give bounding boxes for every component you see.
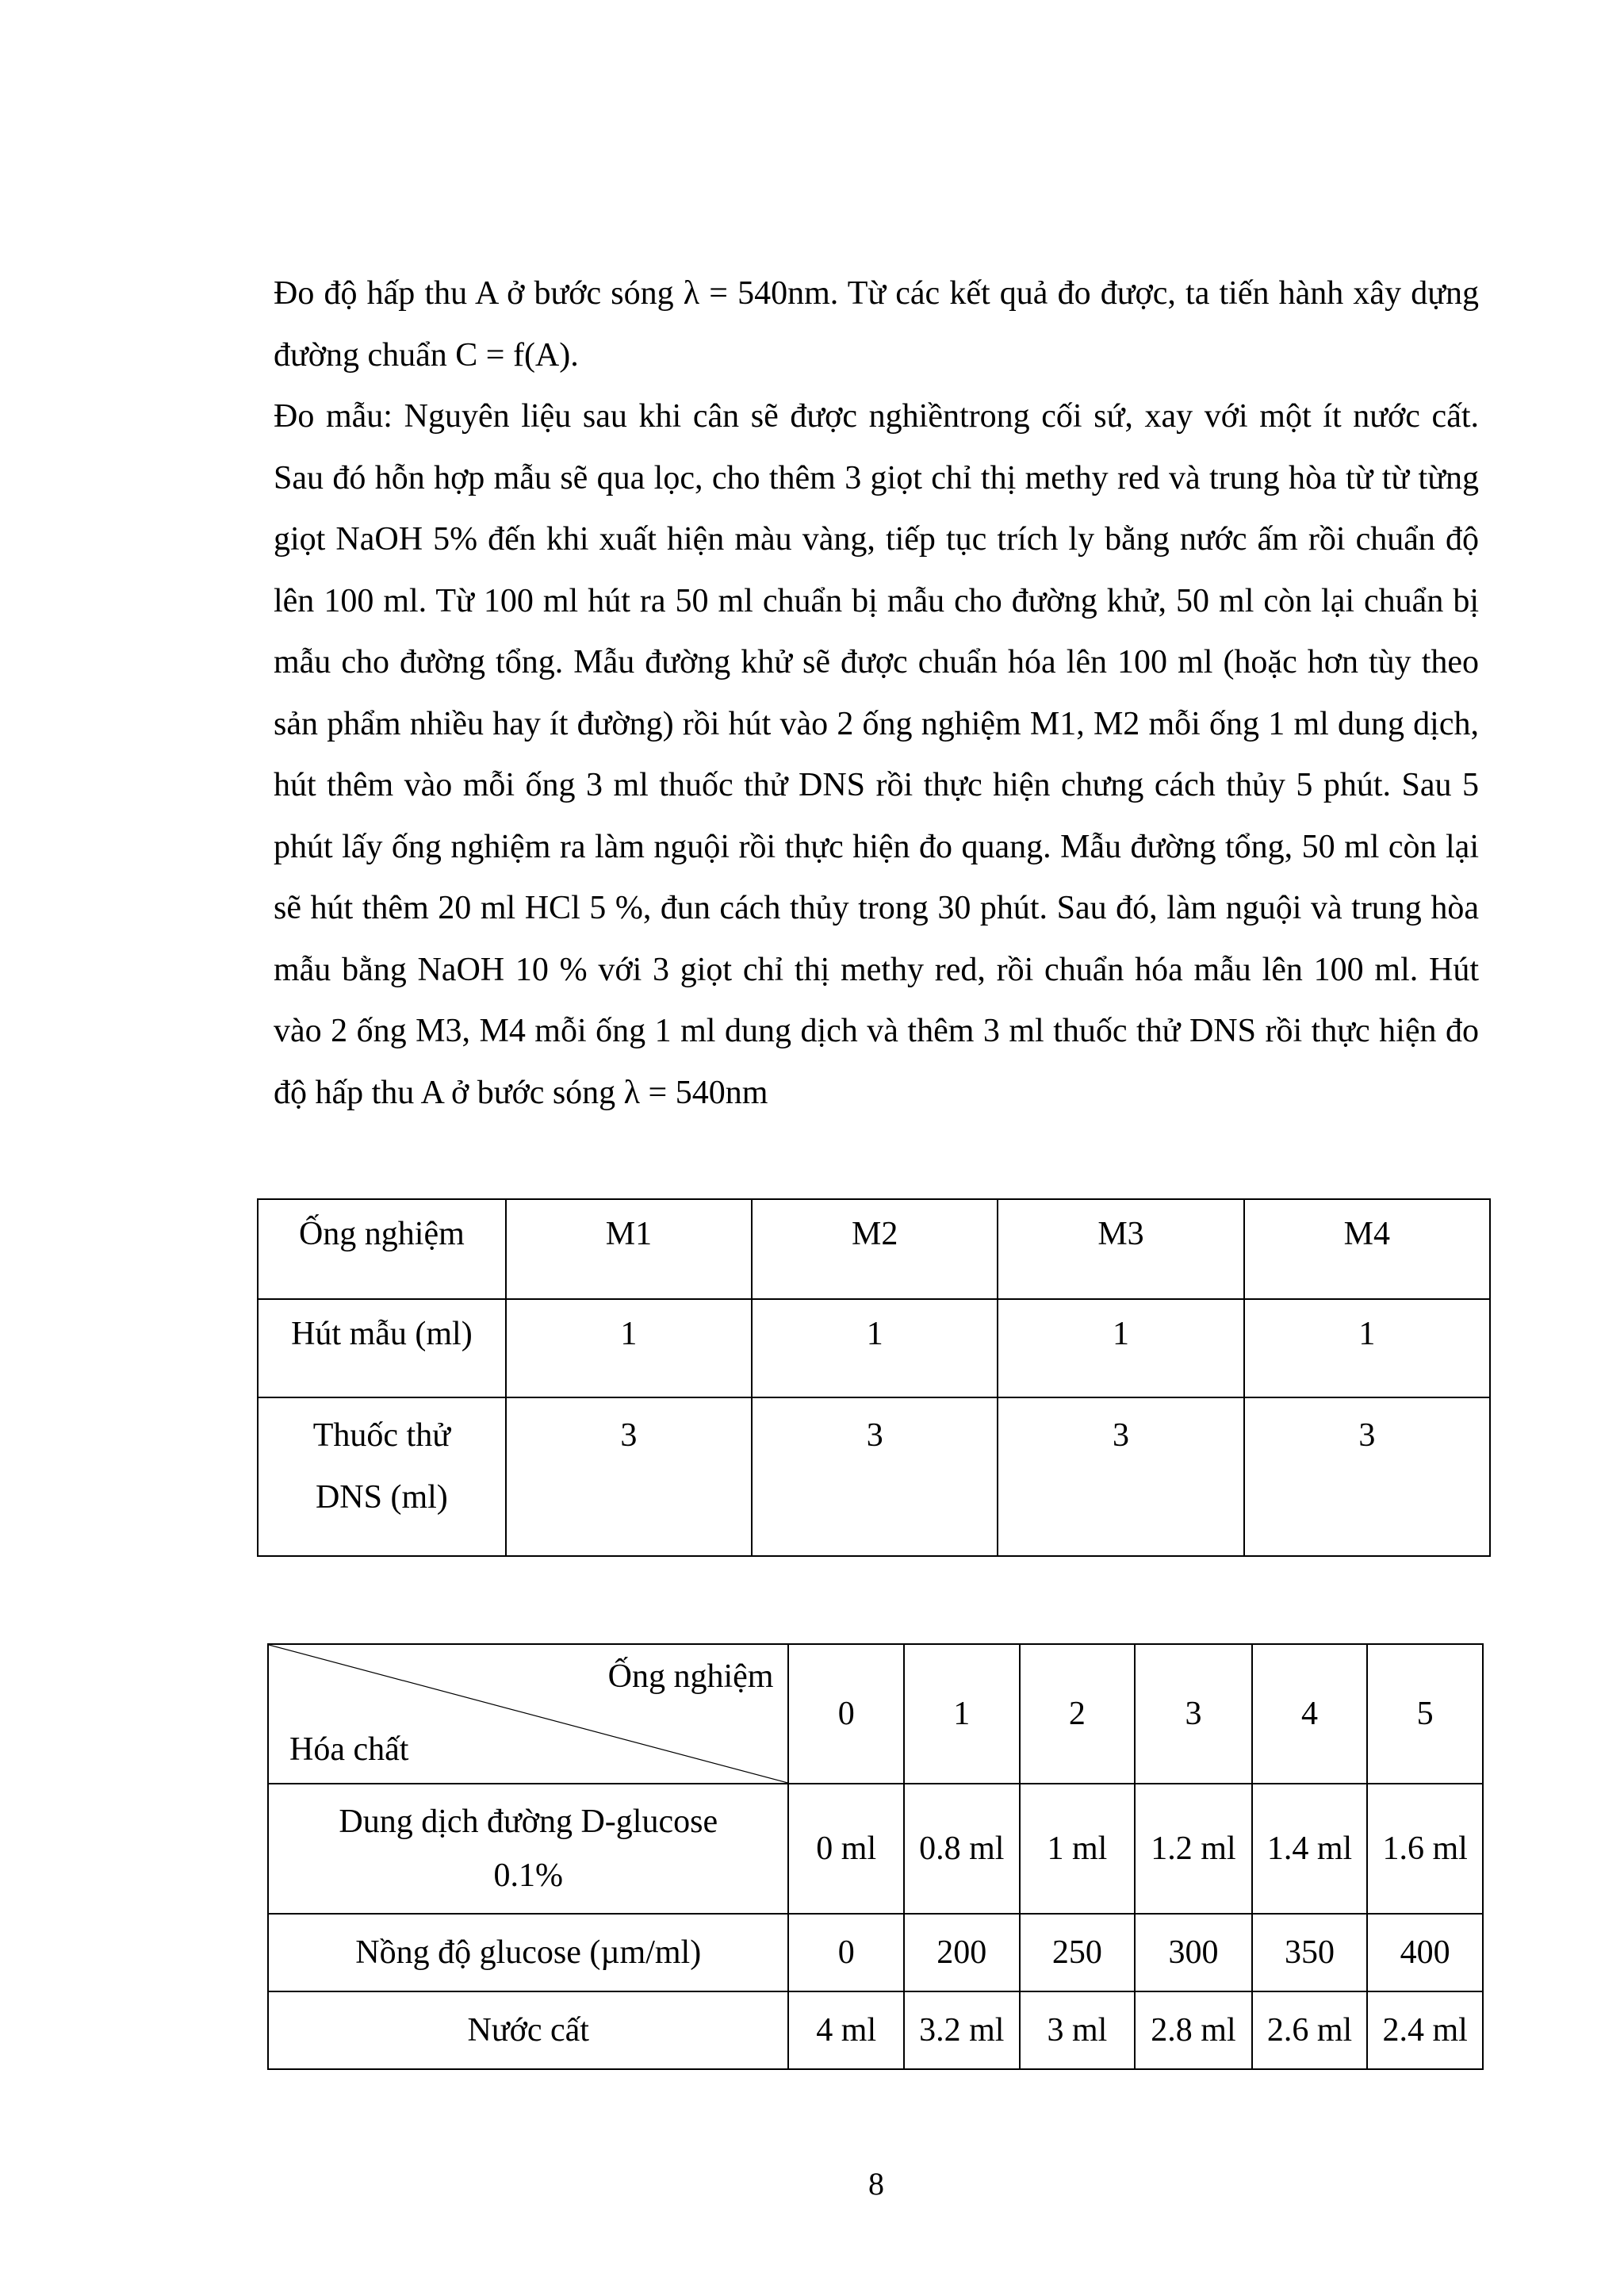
table-row — [268, 1784, 1483, 1914]
table-row — [258, 1199, 1490, 1299]
table-cell: 3 — [506, 1397, 752, 1556]
table-row — [268, 1991, 1483, 2069]
page-number: 8 — [868, 2166, 884, 2202]
paragraph-1: Đo độ hấp thu A ở bước sóng λ = 540nm. Từ các kết quả đo được, ta tiến hành xây dựng đường chuẩn C = f(A). — [274, 275, 1479, 374]
table-header-cell: 4 — [1252, 1644, 1368, 1784]
table-cell: 0 ml — [788, 1784, 904, 1914]
table-cell: Nước cất — [268, 1991, 788, 2069]
table-cell: 2.6 ml — [1252, 1991, 1368, 2069]
table-header-cell: 2 — [1020, 1644, 1136, 1784]
body-text — [274, 263, 1479, 1124]
table-cell: 3 ml — [1020, 1991, 1136, 2069]
table-header-cell: M1 — [506, 1199, 752, 1299]
table-row — [268, 1914, 1483, 1991]
table-cell: 3 — [1244, 1397, 1490, 1556]
table-cell: 1 — [1244, 1299, 1490, 1397]
glucose-standard-table — [267, 1643, 1484, 2070]
table-header-cell: M4 — [1244, 1199, 1490, 1299]
table-cell: 1 — [998, 1299, 1243, 1397]
cell-line: 0.1% — [493, 1857, 563, 1894]
table-cell: 1 ml — [1020, 1784, 1136, 1914]
table-cell: 1 — [506, 1299, 752, 1397]
table-cell: Nồng độ glucose (µm/ml) — [268, 1914, 788, 1991]
table-header-cell: 1 — [904, 1644, 1020, 1784]
table-cell: Hút mẫu (ml) — [258, 1299, 506, 1397]
corner-bottom-label: Hóa chất — [289, 1731, 409, 1768]
table-row — [258, 1397, 1490, 1556]
table-header-cell: 0 — [788, 1644, 904, 1784]
table-cell: 3 — [752, 1397, 998, 1556]
table-cell: 2.8 ml — [1135, 1991, 1252, 2069]
cell-line: Thuốc thử — [312, 1417, 450, 1454]
table-cell: 2.4 ml — [1367, 1991, 1483, 2069]
table-header-cell: Ống nghiệm — [258, 1199, 506, 1299]
sample-tube-table — [257, 1198, 1491, 1557]
cell-line: Dung dịch đường D-glucose — [339, 1803, 718, 1840]
table-cell: 3.2 ml — [904, 1991, 1020, 2069]
table-cell: 250 — [1020, 1914, 1136, 1991]
table-cell: 1 — [752, 1299, 998, 1397]
table-cell: 4 ml — [788, 1991, 904, 2069]
table-row — [258, 1299, 1490, 1397]
table-cell: 1.6 ml — [1367, 1784, 1483, 1914]
table-cell: 0 — [788, 1914, 904, 1991]
paragraph-2: Đo mẫu: Nguyên liệu sau khi cân sẽ được nghiềntrong cối sứ, xay với một ít nước cất. Sau đó hỗn hợp mẫu sẽ qua lọc, cho thêm 3 giọt chỉ thị methy red và trung hòa từ từ từng giọt NaOH 5% đến khi xuất hiện màu vàng, tiếp tục trích ly bằng nước ấm rồi chuẩn độ lên 100 ml. Từ 100 ml hút ra 50 ml chuẩn bị mẫu cho đường khử, 50 ml còn lại chuẩn bị mẫu cho đường tổng. Mẫu đường khử sẽ được chuẩn hóa lên 100 ml (hoặc hơn tùy theo sản phẩm nhiều hay ít đường) rồi hút vào 2 ống nghiệm M1, M2 mỗi ống 1 ml dung dịch, hút thêm vào mỗi ống 3 ml thuốc thử DNS rồi thực hiện chưng cách thủy 5 phút. Sau 5 phút lấy ống nghiệm ra làm nguội rồi thực hiện đo quang. Mẫu đường tổng, 50 ml còn lại sẽ hút thêm 20 ml HCl 5 %, đun cách thủy trong 30 phút. Sau đó, làm nguội và trung hòa mẫu bằng NaOH 10 % với 3 giọt chỉ thị methy red, rồi chuẩn hóa mẫu lên 100 ml. Hút vào 2 ống M3, M4 mỗi ống 1 ml dung dịch và thêm 3 ml thuốc thử DNS rồi thực hiện đo độ hấp thu A ở bước sóng λ = 540nm — [274, 398, 1479, 1111]
diagonal-header-cell — [268, 1644, 788, 1784]
table-cell — [268, 1784, 788, 1914]
table-cell: 1.4 ml — [1252, 1784, 1368, 1914]
table-cell: 400 — [1367, 1914, 1483, 1991]
table-cell: 1.2 ml — [1135, 1784, 1252, 1914]
table-header-cell: M2 — [752, 1199, 998, 1299]
table-cell: 0.8 ml — [904, 1784, 1020, 1914]
table-header-cell: 3 — [1135, 1644, 1252, 1784]
table-cell: 350 — [1252, 1914, 1368, 1991]
table-header-cell: 5 — [1367, 1644, 1483, 1784]
table-cell: 200 — [904, 1914, 1020, 1991]
table-header-cell: M3 — [998, 1199, 1243, 1299]
table-cell: 3 — [998, 1397, 1243, 1556]
table-row — [268, 1644, 1483, 1784]
table-cell: 300 — [1135, 1914, 1252, 1991]
cell-line: DNS (ml) — [315, 1479, 448, 1516]
table-cell — [258, 1397, 506, 1556]
corner-top-label: Ống nghiệm — [607, 1658, 774, 1695]
